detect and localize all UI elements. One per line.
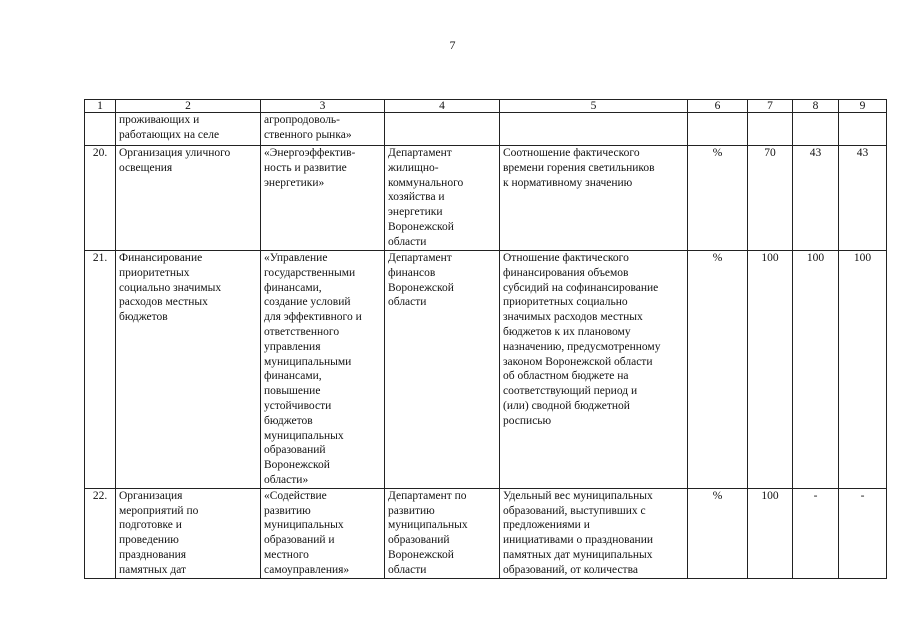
table-row	[85, 146, 887, 251]
indicator-cell: Финансирование приоритетных социально значимых расходов местных бюджетов	[116, 251, 261, 489]
column-header: 5	[500, 100, 688, 113]
description-cell: Отношение фактического финансирования объемов субсидий на софинансирование приоритетных социально значимых расходов местных бюджетов к их плановому назначению, предусмотренному законом Воронежской области об областном бюджете на соответствующий период и (или) сводной бюджетной росписью	[500, 251, 688, 489]
column-header: 7	[748, 100, 793, 113]
responsible-cell: Департамент по развитию муниципальных образований Воронежской области	[385, 488, 500, 578]
column-header: 6	[688, 100, 748, 113]
table-header-row	[85, 100, 887, 113]
indicator-cell: проживающих и работающих на селе	[116, 113, 261, 146]
value-cell: 100	[748, 488, 793, 578]
value-cell	[793, 113, 839, 146]
value-cell: 70	[748, 146, 793, 251]
column-header: 1	[85, 100, 116, 113]
value-cell: 100	[839, 251, 887, 489]
responsible-cell: Департамент финансов Воронежской области	[385, 251, 500, 489]
column-header: 8	[793, 100, 839, 113]
program-cell: «Содействие развитию муниципальных образований и местного самоуправления»	[261, 488, 385, 578]
column-header: 4	[385, 100, 500, 113]
column-header: 9	[839, 100, 887, 113]
program-cell: «Управление государственными финансами, создание условий для эффективного и ответственного управления муниципальными финансами, повышение устойчивости бюджетов муниципальных образований Воронежской области»	[261, 251, 385, 489]
unit-cell: %	[688, 146, 748, 251]
value-cell	[839, 113, 887, 146]
program-cell: «Энергоэффектив- ность и развитие энергетики»	[261, 146, 385, 251]
responsible-cell: Департамент жилищно- коммунального хозяйства и энергетики Воронежской области	[385, 146, 500, 251]
description-cell	[500, 113, 688, 146]
row-number	[85, 113, 116, 146]
table-row	[85, 488, 887, 578]
column-header: 3	[261, 100, 385, 113]
row-number: 22.	[85, 488, 116, 578]
value-cell: 43	[839, 146, 887, 251]
value-cell: 100	[793, 251, 839, 489]
indicator-cell: Организация мероприятий по подготовке и проведению празднования памятных дат	[116, 488, 261, 578]
indicators-table	[84, 99, 887, 579]
page-number: 7	[449, 38, 456, 52]
value-cell	[748, 113, 793, 146]
description-cell: Удельный вес муниципальных образований, выступивших с предложениями и инициативами о праздновании памятных дат муниципальных образований, от количества	[500, 488, 688, 578]
indicator-cell: Организация уличного освещения	[116, 146, 261, 251]
table-row	[85, 113, 887, 146]
column-header: 2	[116, 100, 261, 113]
program-cell: агропродоволь- ственного рынка»	[261, 113, 385, 146]
row-number: 20.	[85, 146, 116, 251]
unit-cell: %	[688, 251, 748, 489]
table-row	[85, 251, 887, 489]
value-cell: 100	[748, 251, 793, 489]
row-number: 21.	[85, 251, 116, 489]
unit-cell	[688, 113, 748, 146]
value-cell: 43	[793, 146, 839, 251]
unit-cell: %	[688, 488, 748, 578]
description-cell: Соотношение фактического времени горения светильников к нормативному значению	[500, 146, 688, 251]
value-cell: -	[839, 488, 887, 578]
value-cell: -	[793, 488, 839, 578]
responsible-cell	[385, 113, 500, 146]
